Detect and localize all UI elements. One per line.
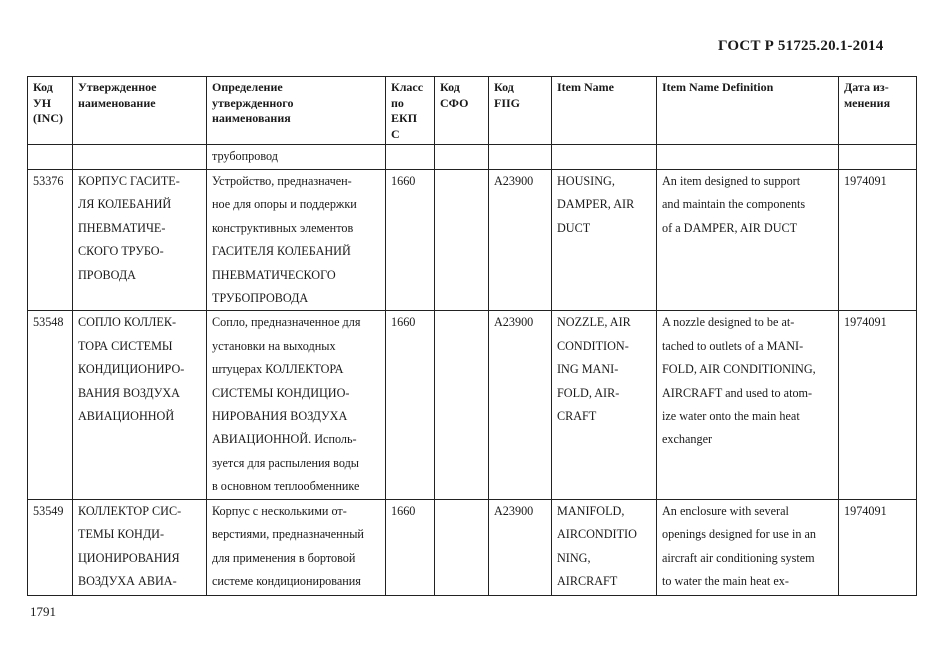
row-item-name [552,499,657,595]
text-line: An item designed to support [662,174,801,188]
row-sfo [435,311,489,499]
col-header-sfo [435,77,489,145]
row-fiig: A23900 [489,311,552,499]
text-line: ГАСИТЕЛЯ КОЛЕБАНИЙ [212,244,351,259]
text-line: Определение [212,80,283,94]
row-sfo [435,170,489,311]
text-line: АВИАЦИОННОЙ. Исполь- [212,432,357,447]
col-header-fiig [489,77,552,145]
page-number: 1791 [30,604,56,619]
text-line: ПРОВОДА [78,267,136,282]
text-line: AIRCONDITIO [557,527,637,542]
text-line: AIRCRAFT and used to atom- [662,385,813,400]
text-line: HOUSING, [557,174,615,188]
row-class: 1660 [386,311,435,499]
catalog-table [27,76,917,596]
table-row [28,499,917,595]
col-header-item-name [552,77,657,145]
text-line: Дата из- [844,80,889,94]
text-line: по [391,95,404,110]
text-line: КОЛЛЕКТОР СИС- [78,503,182,518]
text-line: УН [33,95,52,110]
text-line: С [391,126,400,141]
row-item-definition [657,170,839,311]
text-line: to water the main heat ex- [662,573,789,588]
text-line: ТРУБОПРОВОДА [212,291,309,306]
text-line: верстиями, предназначенный [212,527,364,542]
text-line: exchanger [662,432,713,447]
text-line: openings designed for use in an [662,527,817,542]
row-code: 53548 [28,311,73,499]
document-code: ГОСТ Р 51725.20.1-2014 [718,38,884,54]
text-line: An enclosure with several [662,503,789,518]
col-header-class [386,77,435,145]
text-line: aircraft air conditioning system [662,550,815,565]
row-item-definition [657,311,839,499]
text-line: MANIFOLD, [557,503,625,518]
text-line: наименование [78,95,156,110]
text-line: Устройство, предназначен- [212,174,352,188]
col-header-name [73,77,207,145]
text-line: системе кондиционирования [212,573,361,588]
text-line: КОНДИЦИОНИРО- [78,362,185,377]
text-line: ize water onto the main heat [662,409,800,424]
text-line: СКОГО ТРУБО- [78,244,164,259]
row-code: 53549 [28,499,73,595]
text-line: установки на выходных [212,338,336,353]
text-line: Корпус с несколькими от- [212,503,347,518]
text-line: ВОЗДУХА АВИА- [78,573,177,588]
header-row [28,77,917,145]
continuation-row [28,145,917,170]
text-line: менения [844,95,891,110]
text-line: Код [494,80,514,94]
text-line: для применения в бортовой [212,550,356,565]
text-line: tached to outlets of a MANI- [662,338,804,353]
text-line: ЕКП [391,111,418,125]
row-item-definition [657,499,839,595]
text-line: СИСТЕМЫ КОНДИЦИО- [212,385,350,400]
row-item-name [552,311,657,499]
text-line: NOZZLE, AIR [557,315,631,330]
text-line: ВАНИЯ ВОЗДУХА [78,385,180,400]
row-item-name [552,170,657,311]
row-name [73,170,207,311]
text-line: Утвержденное [78,80,157,94]
text-line: ING MANI- [557,362,619,377]
row-sfo [435,499,489,595]
text-line: НИРОВАНИЯ ВОЗДУХА [212,409,348,424]
text-line: ПНЕВМАТИЧЕСКОГО [212,267,336,282]
text-line: штуцерах КОЛЛЕКТОРА [212,362,344,377]
text-line: Сопло, предназначенное для [212,315,361,330]
text-line: наименования [212,111,291,125]
text-line: Item Name Definition [662,80,774,94]
text-line: СФО [440,95,469,110]
text-line: зуется для распыления воды [212,455,359,470]
text-line: в основном теплообменнике [212,479,360,494]
text-line: FOLD, AIR CONDITIONING, [662,362,816,377]
text-line: ное для опоры и поддержки [212,197,357,212]
row-date: 1974091 [839,499,917,595]
row-code: 53376 [28,170,73,311]
col-header-definition [207,77,386,145]
table-row [28,170,917,311]
text-line: of a DAMPER, AIR DUCT [662,220,798,235]
text-line: СОПЛО КОЛЛЕК- [78,315,177,330]
text-line: DAMPER, AIR [557,197,635,212]
row-definition [207,311,386,499]
text-line: CONDITION- [557,338,629,353]
text-line: AIRCRAFT [557,573,618,588]
text-line: ЛЯ КОЛЕБАНИЙ [78,197,172,212]
text-line: Код [33,80,53,94]
text-line: Класс [391,80,424,94]
text-line: ПНЕВМАТИЧЕ- [78,220,166,235]
col-header-item-definition [657,77,839,145]
text-line: КОРПУС ГАСИТЕ- [78,174,180,188]
text-line: Код [440,80,460,94]
text-line: Item Name [557,80,614,94]
text-line: CRAFT [557,409,597,424]
col-header-code [28,77,73,145]
text-line: A nozzle designed to be at- [662,315,795,330]
text-line: NING, [557,550,591,565]
row-date: 1974091 [839,311,917,499]
text-line: DUCT [557,220,591,235]
text-line: АВИАЦИОННОЙ [78,409,175,424]
col-header-date [839,77,917,145]
text-line: ЦИОНИРОВАНИЯ [78,550,180,565]
row-definition [207,170,386,311]
text-line: ТЕМЫ КОНДИ- [78,527,165,542]
text-line: (INC) [33,111,63,125]
text-line: and maintain the components [662,197,806,212]
row-fiig: A23900 [489,170,552,311]
row-name [73,311,207,499]
text-line: FOLD, AIR- [557,385,620,400]
text-line: ТОРА СИСТЕМЫ [78,338,173,353]
row-date: 1974091 [839,170,917,311]
row-name [73,499,207,595]
text-line: конструктивных элементов [212,220,354,235]
table-row [28,311,917,499]
continuation-definition: трубопровод [207,145,386,170]
row-fiig: A23900 [489,499,552,595]
text-line: FIIG [494,95,521,110]
row-class: 1660 [386,170,435,311]
text-line: утвержденного [212,95,294,110]
row-definition [207,499,386,595]
row-class: 1660 [386,499,435,595]
